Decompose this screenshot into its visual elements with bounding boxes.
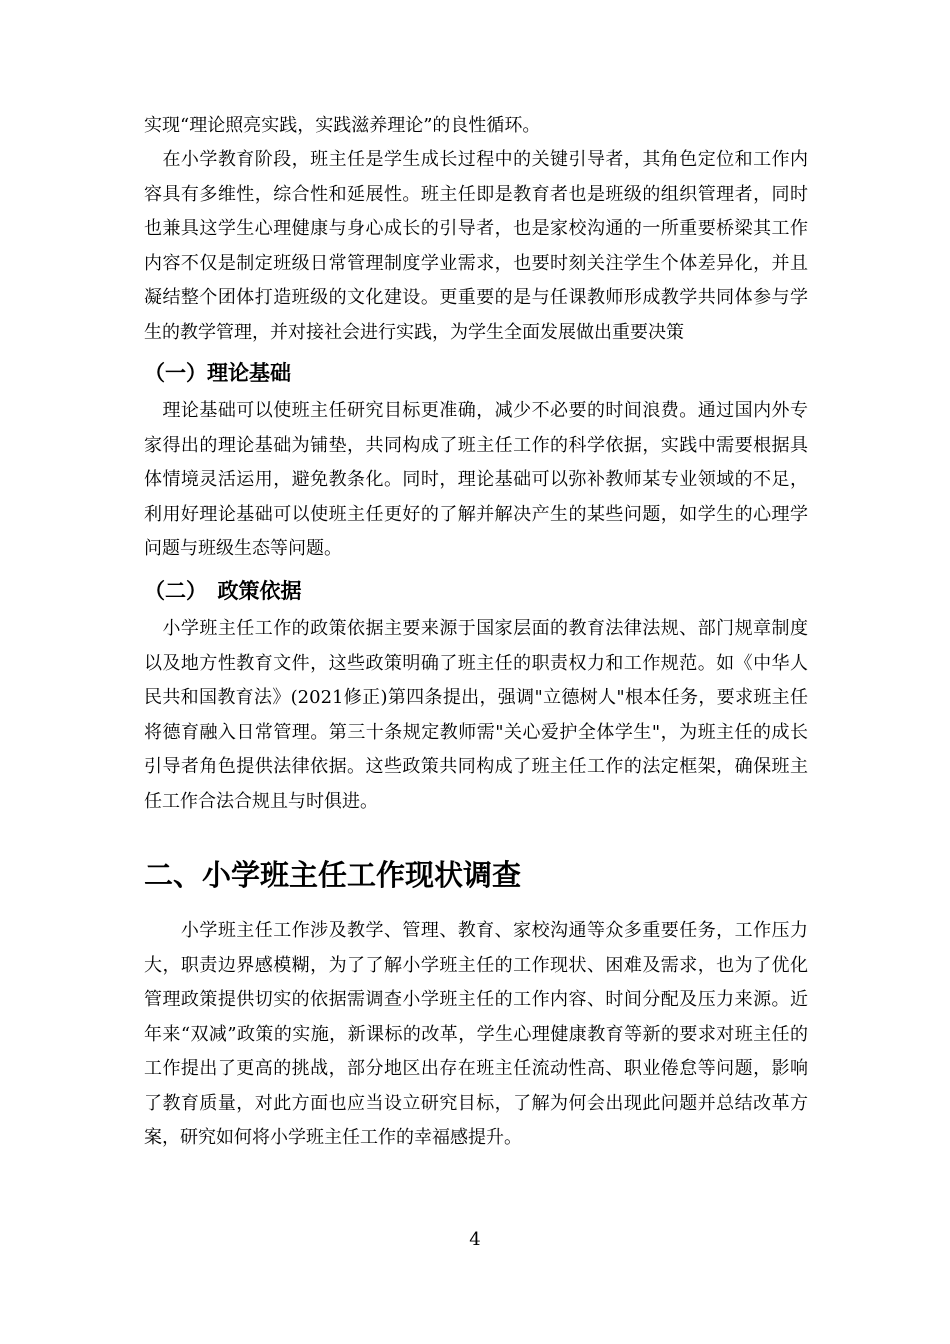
heading-section-2: 二、小学班主任工作现状调查: [144, 858, 522, 892]
paragraph-theory-basis: 理论基础可以使班主任研究目标更准确，减少不必要的时间浪费。通过国内外专家得出的理论基础为铺垫，共同构成了班主任工作的科学依据，实践中需要根据具体情境灵活运用，避免教条化。同时，理论基础可以弥补教师某专业领域的不足，利用好理论基础可以使班主任更好的了解并解决产生的某些问题，如学生的心理学问题与班级生态等问题。: [144, 400, 808, 559]
heading-theory-basis: （一）理论基础: [144, 361, 291, 385]
page-number: 4: [469, 1229, 481, 1250]
paragraph-status-survey: 小学班主任工作涉及教学、管理、教育、家校沟通等众多重要任务，工作压力大，职责边界感模糊，为了了解小学班主任的工作现状、困难及需求，也为了优化管理政策提供切实的依据需调查小学班主任的工作内容、时间分配及压力来源。近年来“双减”政策的实施，新课标的改革，学生心理健康教育等新的要求对班主任的工作提出了更高的挑战，部分地区出存在班主任流动性高、职业倦怠等问题，影响了教育质量，对此方面也应当设立研究目标，了解为何会出现此问题并总结改革方案，研究如何将小学班主任工作的幸福感提升。: [144, 920, 808, 1148]
paragraph-policy-basis: 小学班主任工作的政策依据主要来源于国家层面的教育法律法规、部门规章制度以及地方性教育文件，这些政策明确了班主任的职责权力和工作规范。如《中华人民共和国教育法》(2021修正)第四条提出，强调"立德树人"根本任务，要求班主任将德育融入日常管理。第三十条规定教师需"关心爱护全体学生"，为班主任的成长引导者角色提供法律依据。这些政策共同构成了班主任工作的法定框架，确保班主任工作合法合规且与时俱进。: [144, 618, 808, 812]
paragraph-continuation: 实现“理论照亮实践，实践滋养理论”的良性循环。: [144, 115, 541, 136]
paragraph-role-definition: 在小学教育阶段，班主任是学生成长过程中的关键引导者，其角色定位和工作内容具有多维性，综合性和延展性。班主任即是教育者也是班级的组织管理者，同时也兼具这学生心理健康与身心成长的引导者，也是家校沟通的一所重要桥梁其工作内容不仅是制定班级日常管理制度学业需求，也要时刻关注学生个体差异化，并且凝结整个团体打造班级的文化建设。更重要的是与任课教师形成教学共同体参与学生的教学管理，并对接社会进行实践，为学生全面发展做出重要决策: [144, 149, 808, 343]
heading-policy-basis: （二） 政策依据: [144, 579, 302, 603]
